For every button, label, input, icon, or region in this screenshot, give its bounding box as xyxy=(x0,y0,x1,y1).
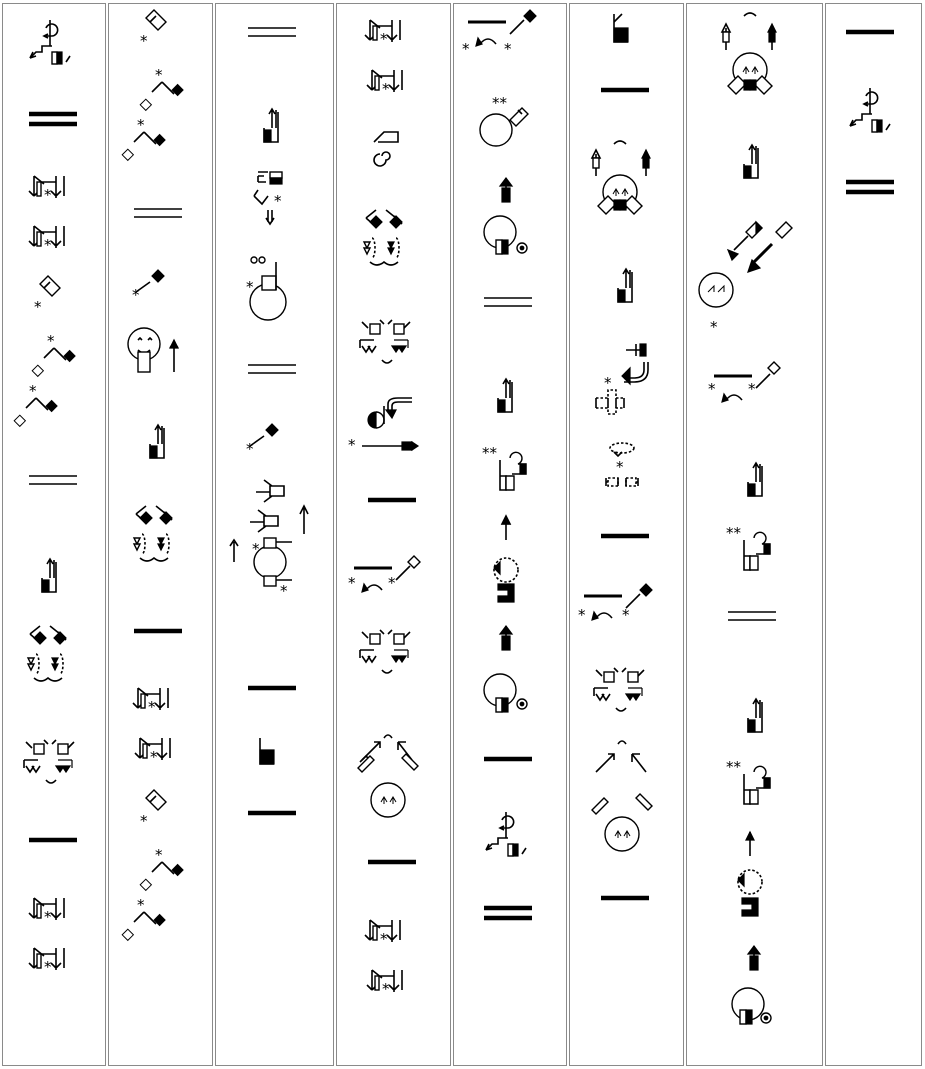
svg-text:*: * xyxy=(348,574,356,592)
svg-text:**: ** xyxy=(492,94,507,112)
svg-text:*: * xyxy=(140,812,148,830)
svg-text:*: * xyxy=(462,40,470,58)
svg-text:*: * xyxy=(388,574,396,592)
svg-text:*: * xyxy=(748,380,756,398)
svg-text:*: * xyxy=(246,440,254,458)
svg-text:*: * xyxy=(616,458,624,476)
svg-text:**: ** xyxy=(726,524,741,542)
svg-text:*: * xyxy=(710,318,718,336)
svg-text:*: * xyxy=(504,40,512,58)
svg-text:*: * xyxy=(578,606,586,624)
svg-text:*: * xyxy=(708,380,716,398)
svg-text:*: * xyxy=(246,278,254,296)
svg-text:*: * xyxy=(604,374,612,392)
svg-text:*: * xyxy=(34,298,42,316)
svg-text:*: * xyxy=(622,606,630,624)
svg-text:*: * xyxy=(252,540,260,558)
svg-text:*: * xyxy=(274,192,282,210)
svg-text:*: * xyxy=(280,582,288,600)
svg-text:*: * xyxy=(132,286,140,304)
svg-text:*: * xyxy=(140,32,148,50)
svg-text:*: * xyxy=(348,436,356,454)
svg-text:**: ** xyxy=(726,758,741,776)
svg-text:**: ** xyxy=(482,444,497,462)
